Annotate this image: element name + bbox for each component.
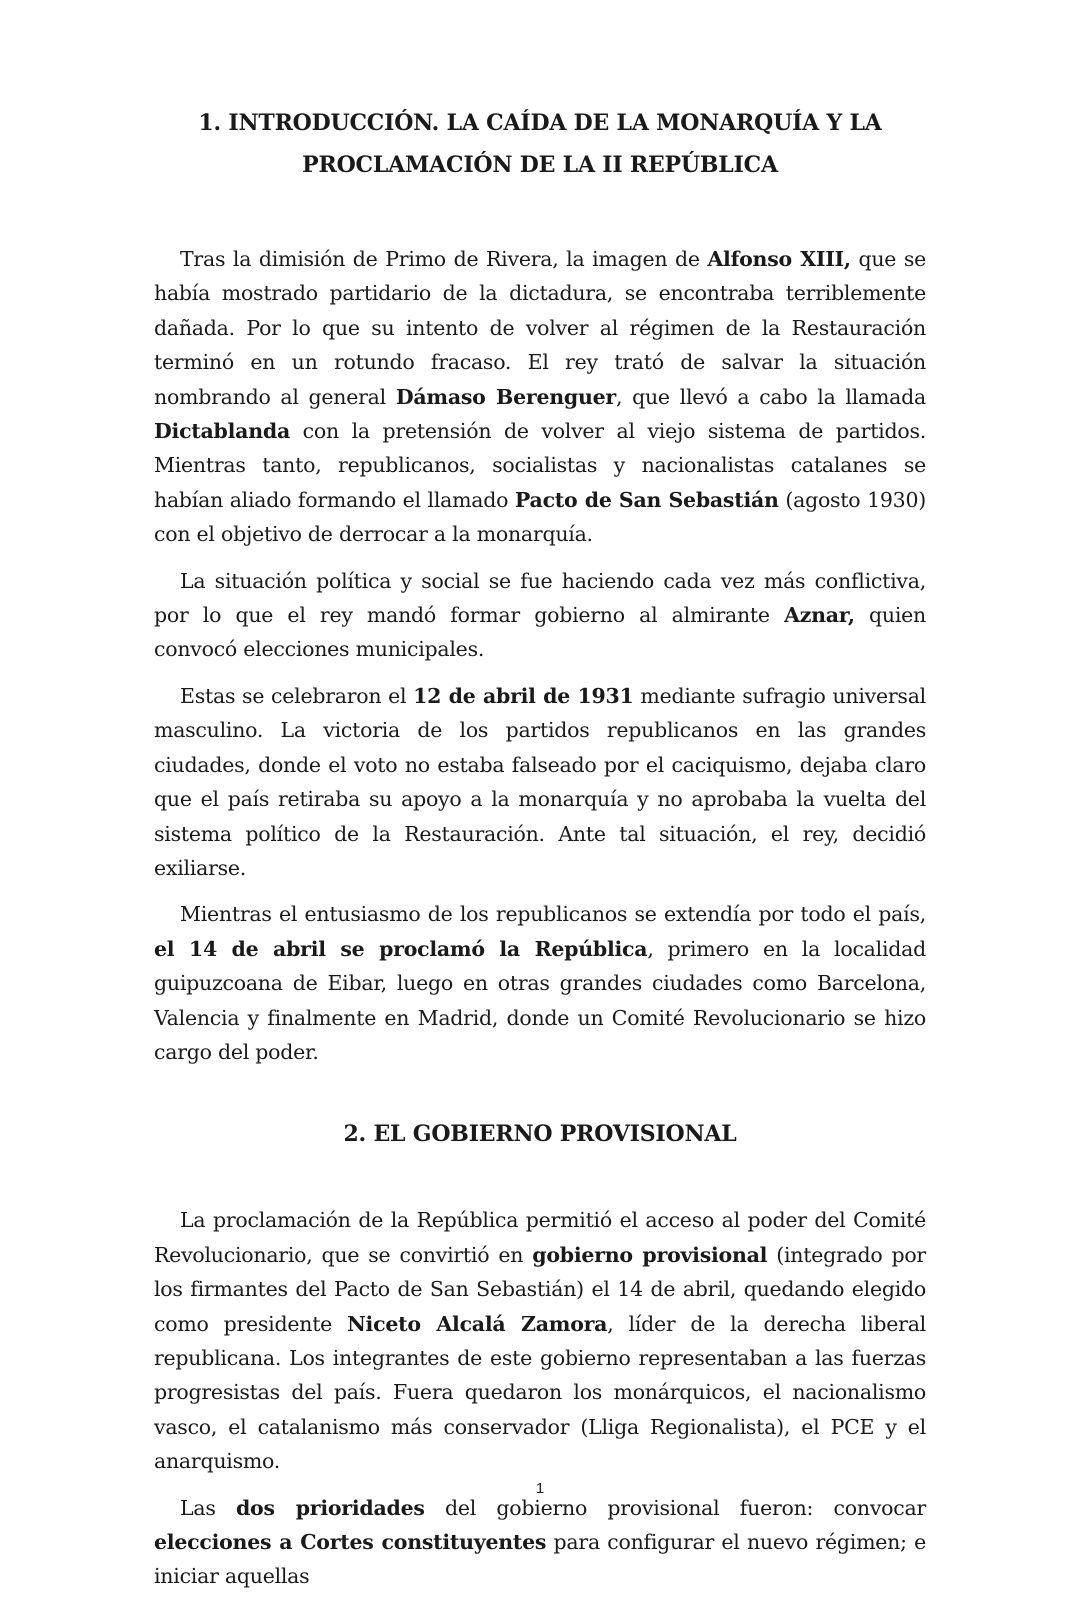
section-1-paragraph-2 [154,564,926,667]
section-1-heading-line-1: 1. INTRODUCCIÓN. LA CAÍDA DE LA MONARQUÍA Y LA [198,110,882,136]
text-run: Las [180,1495,236,1520]
bold-dictablanda: Dictablanda [154,419,290,444]
bold-proclamacion-republica: el 14 de abril se proclamó la República [154,936,648,961]
document-page [154,102,926,1606]
text-run: , líder de la derecha liberal republicana. Los integrantes de este gobierno representaban a las fuerzas progresistas del país. Fuera quedaron los monárquicos, el nacionalismo vasco, el catalanismo más conservador (Lliga Regionalista), el PCE y el anarquismo. [154,1311,926,1474]
text-run: , primero en la localidad guipuzcoana de Eibar, luego en otras grandes ciudades como Barcelona, Valencia y finalmente en Madrid, donde un Comité Revolucionario se hizo cargo del poder. [154,936,926,1064]
text-run: (agosto 1930) con el objetivo de derrocar a la monarquía. [154,487,926,547]
text-run: del gobierno provisional fueron: convocar [424,1495,926,1520]
text-run: mediante sufragio universal masculino. La victoria de los partidos republicanos en las grandes ciudades, donde el voto no estaba falseado por el caciquismo, dejaba claro que el país retiraba su apoyo a la monarquía y no aprobaba la vuelta del sistema político de la Restauración. Ante tal situación, el rey, decidió exiliarse. [154,683,926,880]
section-2-heading-text: 2. EL GOBIERNO PROVISIONAL [343,1121,737,1148]
text-run: Mientras el entusiasmo de los republicanos se extendía por todo el país, [180,902,926,927]
bold-dos-prioridades: dos prioridades [235,1495,425,1520]
bold-alfonso-xiii: Alfonso XIII, [707,247,851,271]
text-run: , que llevó a cabo la llamada [615,384,926,409]
section-1-paragraph-4 [154,897,926,1069]
bold-elecciones-cortes: elecciones a Cortes constituyentes [154,1530,547,1554]
section-1-paragraph-3 [154,679,926,885]
text-run: para configurar el nuevo régimen; e iniciar aquellas [154,1530,927,1589]
bold-pacto-san-sebastian: Pacto de San Sebastián [514,487,779,512]
bold-gobierno-provisional: gobierno provisional [532,1242,768,1267]
bold-aznar: Aznar, [784,603,855,628]
text-run: quien convocó elecciones municipales. [154,603,926,662]
bold-date-12-abril-1931: 12 de abril de 1931 [413,683,634,708]
section-2-paragraph-1 [154,1203,926,1478]
page-number: 1 [535,1480,545,1497]
section-1-heading [154,102,926,186]
text-run: La situación política y social se fue haciendo cada vez más conflictiva, por lo que el rey mandó formar gobierno al almirante [154,568,926,628]
text-run: con la pretensión de volver al viejo sistema de partidos. Mientras tanto, republicanos, socialistas y nacionalistas catalanes se habían aliado formando el llamado [154,419,926,512]
bold-niceto-alcala-zamora: Niceto Alcalá Zamora [347,1311,608,1336]
section-2-heading [154,1113,926,1155]
text-run: La proclamación de la República permitió el acceso al poder del Comité Revolucionario, que se convirtió en [154,1208,926,1267]
section-1-paragraph-1 [154,242,926,552]
text-run: (integrado por los firmantes del Pacto de San Sebastián) el 14 de abril, quedando elegido como presidente [154,1242,926,1336]
text-run: Tras la dimisión de Primo de Rivera, la imagen de [180,247,708,271]
text-run: Estas se celebraron el [180,683,414,708]
text-run: que se había mostrado partidario de la dictadura, se encontraba terriblemente dañada. Por lo que su intento de volver al régimen de la Restauración terminó en un rotundo fracaso. El rey trató de salvar la situación nombrando al general [154,247,926,409]
bold-damaso-berenguer: Dámaso Berenguer [395,384,616,409]
section-2-paragraph-2 [154,1491,926,1594]
section-1-heading-line-2: PROCLAMACIÓN DE LA II REPÚBLICA [302,152,778,178]
